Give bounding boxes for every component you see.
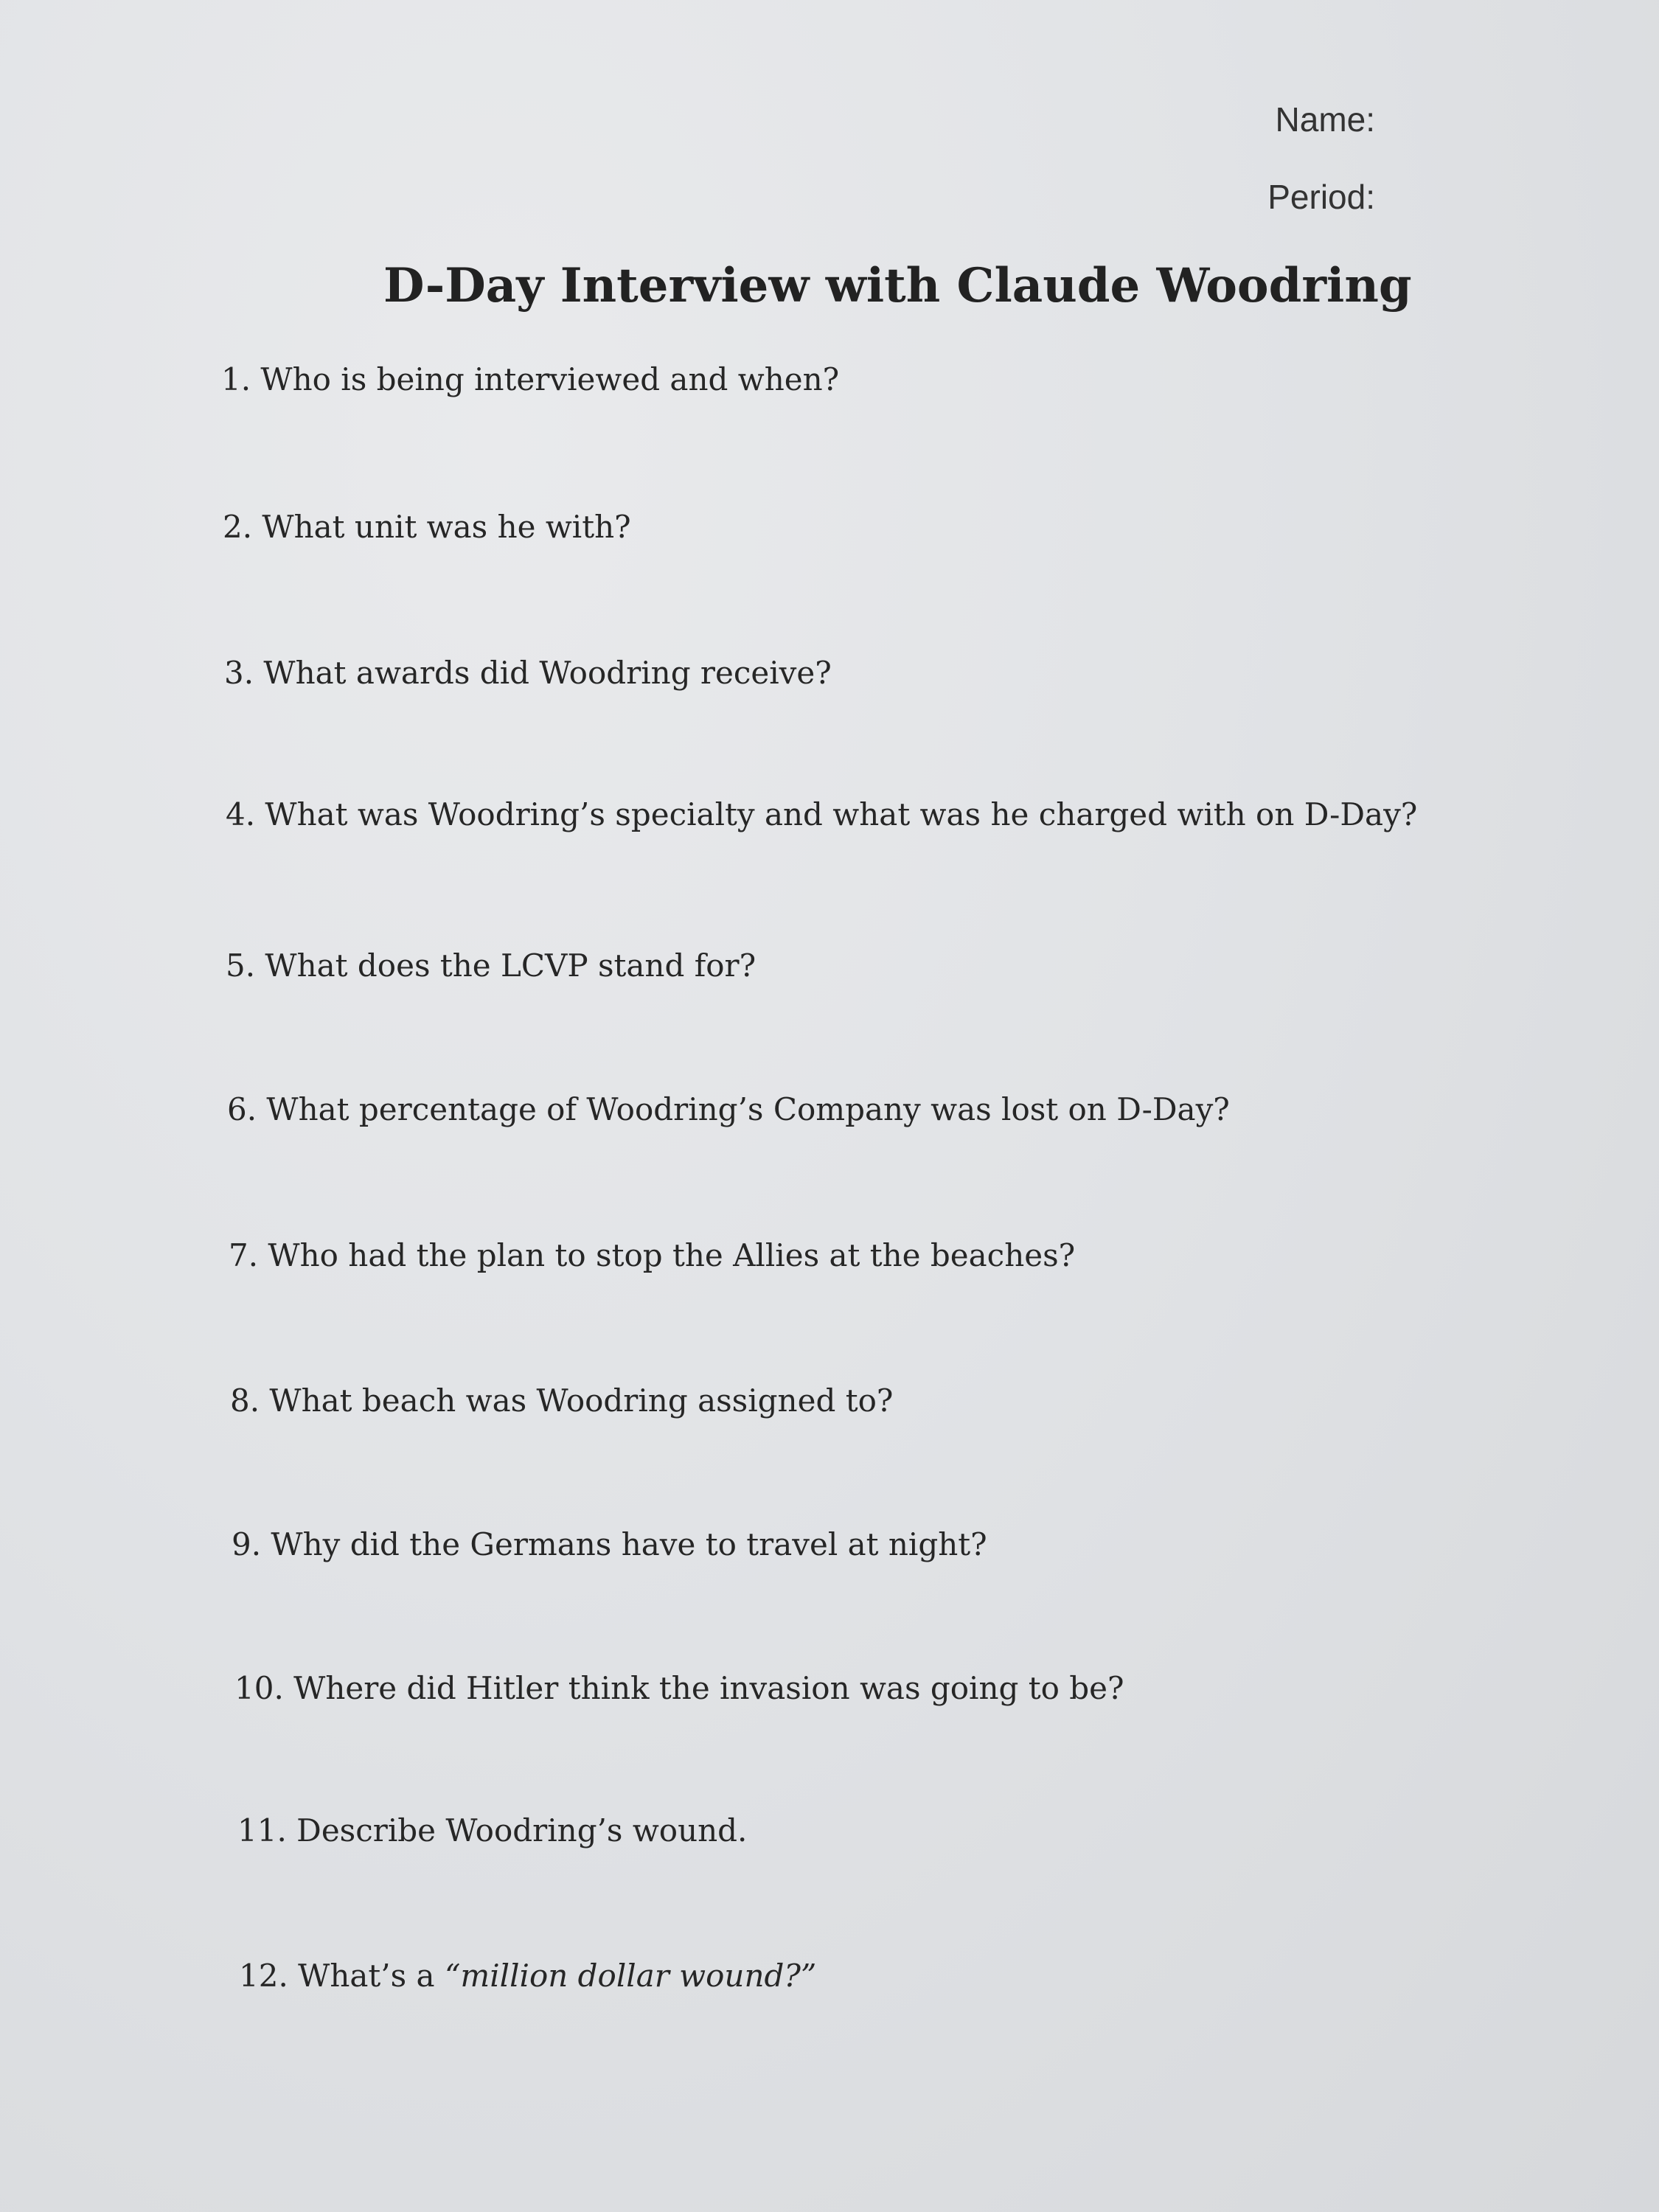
question-12-prefix: 12. What’s a: [239, 1958, 445, 1994]
period-field-label: Period:: [1267, 178, 1375, 216]
question-3: 3. What awards did Woodring receive?: [224, 655, 832, 691]
question-2: 2. What unit was he with?: [223, 509, 631, 545]
question-7: 7. Who had the plan to stop the Allies at the beaches?: [229, 1237, 1076, 1273]
question-11: 11. Describe Woodring’s wound.: [237, 1812, 748, 1848]
question-12-emphasis: “million dollar wound?”: [444, 1958, 817, 1994]
question-9: 9. Why did the Germans have to travel at night?: [232, 1526, 987, 1562]
question-8: 8. What beach was Woodring assigned to?: [230, 1382, 894, 1419]
question-5: 5. What does the LCVP stand for?: [226, 947, 757, 984]
question-10: 10. Where did Hitler think the invasion was going to be?: [234, 1670, 1124, 1706]
worksheet-title: D-Day Interview with Claude Woodring: [383, 258, 1412, 313]
question-4: 4. What was Woodring’s specialty and what was he charged with on D-Day?: [226, 796, 1418, 832]
question-6: 6. What percentage of Woodring’s Company was lost on D-Day?: [227, 1091, 1230, 1127]
name-field-label: Name:: [1275, 100, 1375, 139]
question-12: [239, 1958, 816, 1994]
question-1: 1. Who is being interviewed and when?: [221, 361, 840, 397]
